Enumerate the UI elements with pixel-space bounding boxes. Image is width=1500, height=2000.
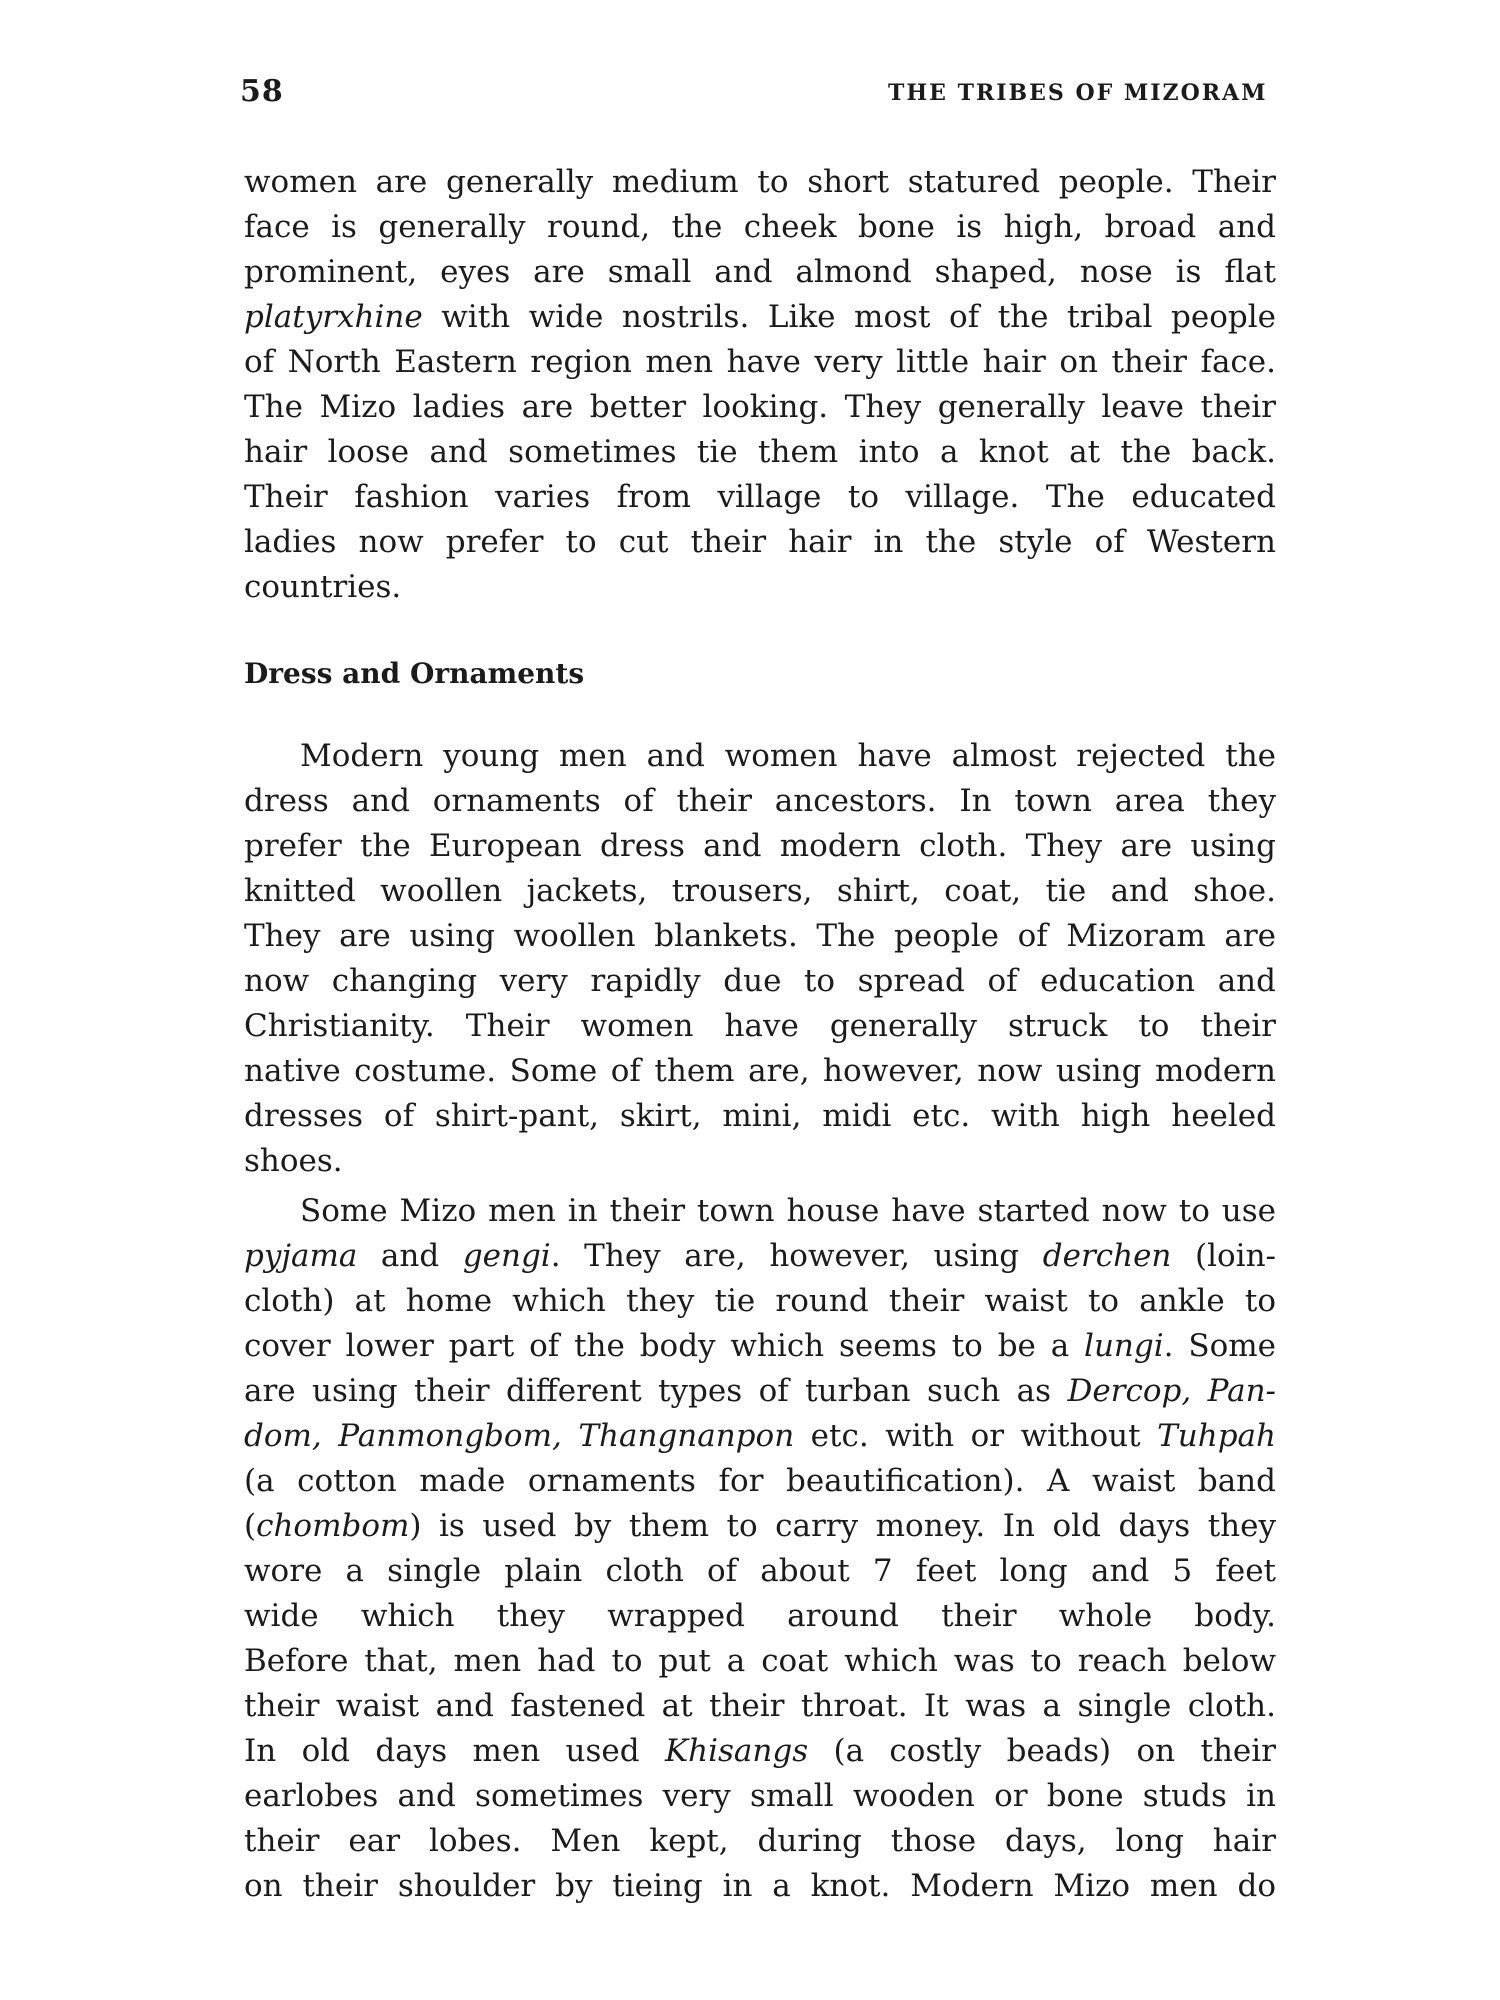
text-run: Before that, men had to put a coat which was to reach below: [244, 1643, 1276, 1679]
text-line: [244, 869, 1276, 914]
text-run: cloth) at home which they tie round their waist to ankle to: [244, 1283, 1276, 1319]
text-run: earlobes and sometimes very small wooden or bone studs in: [244, 1778, 1276, 1814]
text-run: native costume. Some of them are, however, now using modern: [244, 1053, 1276, 1089]
text-run: ) is used by them to carry money. In old days they: [409, 1508, 1276, 1544]
text-line: [244, 520, 1276, 565]
text-run: In old days men used: [244, 1733, 665, 1769]
text-line: [244, 1774, 1276, 1819]
text-line: [244, 565, 1276, 610]
text-run: Modern young men and women have almost rejected the: [300, 738, 1276, 774]
text-line: [244, 1549, 1276, 1594]
text-line: [244, 1594, 1276, 1639]
section-heading: Dress and Ornaments: [244, 657, 585, 690]
text-line: [244, 385, 1276, 430]
text-line: [244, 475, 1276, 520]
text-run: The Mizo ladies are better looking. They generally leave their: [244, 389, 1276, 425]
text-run: women are generally medium to short statured people. Their: [244, 164, 1276, 200]
italic-term: pyjama: [244, 1238, 358, 1274]
text-run: their ear lobes. Men kept, during those days, long hair: [244, 1823, 1276, 1859]
text-line: [244, 1189, 1276, 1234]
text-line: [244, 430, 1276, 475]
text-run: of North Eastern region men have very little hair on their face.: [244, 344, 1276, 380]
text-run: (a costly beads) on their: [808, 1733, 1276, 1769]
text-run: wore a single plain cloth of about 7 feet long and 5 feet: [244, 1553, 1276, 1589]
text-line: [244, 1324, 1276, 1369]
italic-term: lungi: [1084, 1328, 1164, 1364]
text-line: [244, 1729, 1276, 1774]
text-line: [244, 1819, 1276, 1864]
text-line: [244, 1234, 1276, 1279]
text-run: hair loose and sometimes tie them into a knot at the back.: [244, 434, 1276, 470]
italic-term: Tuhpah: [1157, 1418, 1276, 1454]
text-run: dresses of shirt-pant, skirt, mini, midi etc. with high heeled: [244, 1098, 1276, 1134]
text-line: [244, 1459, 1276, 1504]
text-run: (: [244, 1508, 257, 1544]
text-run: wide which they wrapped around their whole body.: [244, 1598, 1276, 1634]
running-title: THE TRIBES OF MIZORAM: [888, 80, 1268, 106]
text-run: . Some: [1163, 1328, 1276, 1364]
text-line: [244, 205, 1276, 250]
text-line: [244, 1684, 1276, 1729]
text-run: Some Mizo men in their town house have started now to use: [300, 1193, 1276, 1229]
text-run: prefer the European dress and modern cloth. They are using: [244, 828, 1276, 864]
text-line: [244, 340, 1276, 385]
text-line: [244, 1369, 1276, 1414]
text-line: [244, 959, 1276, 1004]
paragraph-physical-features: [244, 160, 1276, 610]
italic-term: gengi: [462, 1238, 551, 1274]
text-line: [244, 1639, 1276, 1684]
text-run: now changing very rapidly due to spread of education and: [244, 963, 1276, 999]
paragraph-modern-dress: [244, 734, 1276, 1184]
italic-term: platyrxhine: [244, 299, 423, 335]
text-line: [244, 734, 1276, 779]
italic-term: derchen: [1042, 1238, 1172, 1274]
text-run: (loin-: [1171, 1238, 1277, 1274]
text-run: knitted woollen jackets, trousers, shirt, coat, tie and shoe.: [244, 873, 1276, 909]
text-run: face is generally round, the cheek bone is high, broad and: [244, 209, 1276, 245]
text-run: ladies now prefer to cut their hair in the style of Western: [244, 524, 1276, 560]
text-line: [244, 1094, 1276, 1139]
text-run: . They are, however, using: [550, 1238, 1043, 1274]
text-line: [244, 1139, 1276, 1184]
italic-term: Dercop, Pan-: [1067, 1373, 1277, 1409]
text-run: dress and ornaments of their ancestors. In town area they: [244, 783, 1276, 819]
paragraph-traditional-dress: [244, 1189, 1276, 1909]
italic-term: Khisangs: [664, 1733, 809, 1769]
text-run: (a cotton made ornaments for beautification). A waist band: [244, 1463, 1276, 1499]
italic-term: chombom: [256, 1508, 410, 1544]
text-line: [244, 1414, 1276, 1459]
italic-term: dom, Panmongbom, Thangnanpon: [244, 1418, 795, 1454]
text-run: etc. with or without: [794, 1418, 1158, 1454]
page-number: 58: [240, 74, 284, 109]
text-run: shoes.: [244, 1143, 343, 1179]
text-run: their waist and fastened at their throat. It was a single cloth.: [244, 1688, 1276, 1724]
text-run: Christianity. Their women have generally struck to their: [244, 1008, 1276, 1044]
text-line: [244, 1864, 1276, 1909]
text-run: countries.: [244, 569, 402, 605]
text-line: [244, 824, 1276, 869]
text-line: [244, 1004, 1276, 1049]
text-run: cover lower part of the body which seems to be a: [244, 1328, 1085, 1364]
text-run: with wide nostrils. Like most of the tribal people: [422, 299, 1276, 335]
text-line: [244, 1504, 1276, 1549]
text-line: [244, 914, 1276, 959]
text-run: and: [357, 1238, 463, 1274]
text-run: on their shoulder by tieing in a knot. Modern Mizo men do: [244, 1868, 1276, 1904]
text-line: [244, 295, 1276, 340]
text-run: are using their different types of turban such as: [244, 1373, 1068, 1409]
text-line: [244, 779, 1276, 824]
text-line: [244, 1049, 1276, 1094]
text-run: Their fashion varies from village to village. The educated: [244, 479, 1276, 515]
text-line: [244, 160, 1276, 205]
text-line: [244, 250, 1276, 295]
text-line: [244, 1279, 1276, 1324]
text-run: prominent, eyes are small and almond shaped, nose is flat: [244, 254, 1276, 290]
text-run: They are using woollen blankets. The people of Mizoram are: [244, 918, 1276, 954]
